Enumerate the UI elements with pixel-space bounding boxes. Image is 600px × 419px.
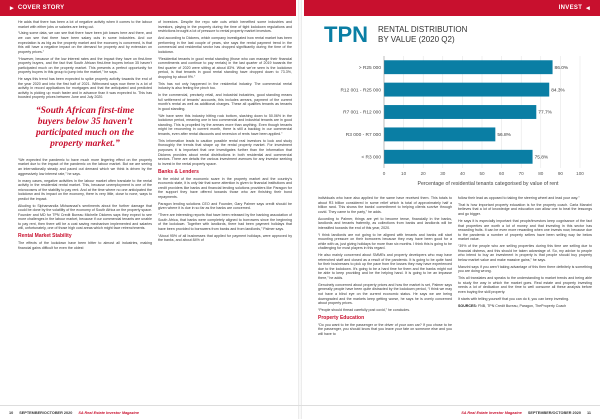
data-label: 77.7% bbox=[538, 110, 552, 116]
paragraph: “Using some data, we can see that there have been job losses here and there, and we can see that there have been salary cuts in some industries. And our expectation is as big as the property market and the economy is concerned, is that this will have a negative impact on the demand for property and by extension on property prices.” bbox=[18, 31, 152, 54]
bar bbox=[384, 60, 553, 74]
data-label: 56.8% bbox=[497, 133, 511, 139]
paragraph: In the commercial, precisely retail, and industrial industries, good standing means full settlement of tenants’ accounts, this includes arrears, payment of the current month’s rental as well as additional charges. These all qualifies tenants as tenants in good standing. bbox=[158, 93, 292, 111]
data-label: 86.0% bbox=[554, 65, 569, 71]
paragraph: According to Palmer, things are yet to become tense, financially in the banks, landlords and tenants fraternity, as collections from banks and landlords will be intensified towards the end of this year, 2020. bbox=[318, 216, 452, 230]
invest-banner bbox=[304, 0, 600, 16]
paragraph: In many cases, negative activities in the labour market often translate to the rental activity in the residential rental market. This, because unemployment is one of the microcosms of the stability to pay rent. And at the time where no one anticipated the lockdown and its impact on the economy, there is very little, close to none, ways to predict the impact. bbox=[18, 178, 152, 201]
paragraph: follow their lead as opposed to taking the steering wheel and lead your way.” bbox=[458, 196, 580, 200]
paragraph: of investors. Despite the repo rate cuts which benefited some industries and investors, playing in the property during the time of tight lockdown regulations and restrictions brought a lot of pressure to rental property market investors. bbox=[158, 20, 292, 34]
paragraph: “However, because of the low interest rates and the impact they have on first-time property buyers, and the fact that South African first-time buyers below 35 haven’t participated much on the property market. This presents a perfect opportunity for property buyers in this group to jump into the market,” he says. bbox=[18, 56, 152, 75]
footer-left bbox=[0, 405, 300, 419]
section-label-left: COVER STORY bbox=[17, 5, 65, 11]
paragraph: He says this trend has been expected to spike property activity towards the end of the year 2020 and into the first half of 2021. Withrowed says now there is a lot of activity in record applications for mortgages and that the anticipated and predicted activity is picking up much faster and in advance than it was expected to. This has boosted property prices between June and July 2020. bbox=[18, 77, 152, 100]
section-label-right: INVEST bbox=[558, 5, 583, 11]
paragraph: He says it is especially important that people/investors keep cognisance of the fact that properties are worth a lot of money and that investing in this sector has rewarding fruits. It can be even more rewarding when one invests now, because due to the pandemic a number of property sellers have been selling way far below market value. bbox=[458, 218, 592, 242]
paragraph: And according to Dickens, which company investigated how rental market has been performing in the last couple of years, she says the rental payment trend in the commercial and residential sector has dropped significantly during the time of the lockdown. bbox=[158, 36, 292, 54]
x-tick-label: 10 bbox=[401, 171, 407, 176]
x-tick-label: 90 bbox=[557, 171, 563, 176]
paragraph: “Do you want to be the passenger or the driver of your own car? If you chose to be the passenger, you should know that you leave your fate on someone else and you will have to bbox=[318, 322, 452, 337]
sources-text: FNB, TPN Credit Bureau, Paragon, TheProperty Coach bbox=[477, 303, 567, 308]
tpn-logo-text: TPN bbox=[324, 22, 368, 47]
x-tick-label: 0 bbox=[382, 171, 386, 176]
paragraph: “We expected the pandemic to have much more lingering effect on the property market due to the impact of the pandemic on the labour market. But we are seeing an internationally steady and paced out demand which we think is driven by the aggressively low interest rate,” he says. bbox=[18, 157, 152, 176]
chart-title-block bbox=[324, 22, 468, 47]
subheading-rental-market-stability: Rental Market Stability bbox=[18, 233, 72, 240]
x-tick-label: 80 bbox=[538, 171, 544, 176]
chevron-left-icon: ◂ bbox=[586, 5, 590, 12]
paragraph: individuals who have also applied for the same have received them. This totals to about R3 billion considered in some relief which is total of approximately half a billion rand. This shows the banks’ commitment to helping clients survive through covid. They came to the party,” he adds. bbox=[318, 196, 452, 214]
page-spine bbox=[298, 0, 302, 419]
paragraph: Paragon lending solutions CEO and Founder, Gary Palmer says credit should be given where it is due in so far as the banks are concerned. bbox=[158, 201, 292, 211]
chart-title-line-1: RENTAL DISTRIBUTION bbox=[378, 25, 468, 34]
paragraph: Genuinely concerned about property prices and how the market is set, Palmer says generally people have been quite distracted by the lockdown period, “I think we may not have a blind eye on the current economic status. He says we are being downgraded and the markets keep getting worse, he says he is overly concerned about property prices. bbox=[318, 282, 452, 306]
footer-right bbox=[300, 405, 600, 419]
rental-distribution-chart bbox=[318, 20, 592, 190]
magazine-name-left: SA Real Estate Investor Magazine bbox=[78, 410, 139, 415]
x-tick-label: 40 bbox=[459, 171, 465, 176]
subheading-property-education: Property Education bbox=[318, 314, 365, 321]
sources-label: SOURCES: bbox=[458, 303, 477, 308]
paragraph: “39% of the people who are selling properties during this time are selling due to financial distress, and this should be taken advantage of. So, my advice to people who intend to buy an investment in property is that people should buy property below market value and make massive gains,” he says. bbox=[458, 244, 592, 262]
paragraph: “I think landlords are not going to be aligned with tenants and banks will start mounting pressure on their borrowers because they may have been good for a while with us, just giving holidays for more than six months. I think this is going to be challenging for most players in this regard. bbox=[318, 232, 452, 251]
article-column-3 bbox=[318, 196, 452, 397]
pull-quote: “South African first-time buyers below 35 haven’t participated much on the property market.” bbox=[35, 105, 135, 149]
x-axis-label: Percentage of residential tenants categorised by value of rent bbox=[417, 181, 559, 187]
paragraph: “There are interesting reports that have been released by the banking association of South Africa, that banks were completely aligned to borrowers since the beginning of the lockdown. Together with landlords, there had been payment holidays that have been provided to borrowers from banks and from landlords,” Palmer says. bbox=[158, 213, 292, 231]
issue-date-left: SEPTEMBER/OCTOBER 2020 bbox=[19, 410, 73, 415]
issue-date-right: SEPTEMBER/OCTOBER 2020 bbox=[527, 410, 581, 415]
chart-title-line-2: BY VALUE (2020 Q2) bbox=[378, 35, 455, 44]
category-label: R12 001 - R25 000 bbox=[340, 88, 381, 94]
category-label: > R25 000 bbox=[358, 65, 381, 71]
paragraph: “People should thread carefully post covid,” he concludes. bbox=[318, 307, 411, 312]
bar bbox=[384, 105, 536, 119]
paragraph: That is how important property education is for the property coach. Carla Manzini believes that a lot of knowledge and education can allow one to beat the lessongs and go bigger. bbox=[458, 202, 592, 217]
x-tick-label: 30 bbox=[440, 171, 446, 176]
page-number-left: 10 bbox=[9, 410, 14, 415]
data-label: 75.8% bbox=[534, 155, 549, 161]
paragraph: This has not only happened in the residential industry. The commercial rental industry is also feeling the pinch too. bbox=[158, 81, 292, 91]
cover-story-banner bbox=[0, 0, 296, 16]
data-label: 84.3% bbox=[551, 88, 565, 94]
paragraph: Manzini says if you aren’t taking advantage of this then there definitely is something you are doing wrong. bbox=[458, 264, 592, 274]
sources-line bbox=[458, 304, 592, 309]
page-number-right: 11 bbox=[586, 410, 591, 415]
category-label: R7 001 - R12 000 bbox=[343, 110, 381, 116]
paragraph: This information leads to caution possible rental real investors to look and study thoroughly the trends that shape up the rental property market. For investment purposes it is important that one investigates further than the information that Dickens provides about rental distributions in both residential and commercial sectors. There are details the various investment avenues for any investor seeking to invest in the rental property space. bbox=[158, 138, 292, 166]
article-column-4 bbox=[458, 196, 592, 397]
bar bbox=[384, 150, 533, 164]
x-tick-label: 20 bbox=[420, 171, 426, 176]
x-tick-label: 100 bbox=[576, 171, 584, 176]
bar bbox=[384, 127, 495, 141]
subheading-banks-lenders: Banks & Lenders bbox=[158, 168, 199, 175]
paragraph: Alluding to Siphamandla Mkhwanazi’s sentiments about the further damage that could be done by the volatility of the economy of South Africa on the property space. Founder and MD for TPN Credit Bureau Michelle Dickens says they expect to see more challenges in the labour market, because if our commercial tenants are unable to pay rent, then there will be a cost saving mechanism implemented and salaries will, unfortunately, one of those high cost areas which might face retrenchments. bbox=[18, 203, 152, 231]
category-label: < R3 000 bbox=[361, 155, 381, 161]
paragraph: In the midst of the economic scare in the property market and the country’s economic state, it is only fair that some attention is given to financial institutions and credit providers like banks and financial lending solutions providers like Paragon for the support they have offered towards those who are finishing their bond repayments. bbox=[158, 176, 292, 199]
paragraph: “Residential tenants in good rental standing (those who can manage their financial commitments and continue to pay rentals) in the last quarter of 2019 towards the first quarter of 2020 were sitting at about 83%. What we’ve seen is the lockdown period, is that tenants in good rental standing have dropped down to 73.3%, dropping by about 9%.” bbox=[158, 56, 292, 79]
x-tick-label: 70 bbox=[518, 171, 524, 176]
paragraph: “About 95% of all businesses that applied for payment holidays, were approved by the banks, and about 84% of bbox=[158, 233, 292, 243]
paragraph: This all translates and speaks to the understanding to market trends and being able to study the way in which the market goes. Real estate and property investing needs a lot of dedication and the time to well consume all these analysis before even buying the skill property. bbox=[458, 276, 592, 294]
paragraph: The effects of the lockdown have been bitter to almost all industries, making financial gains difficult for even the oldest bbox=[18, 241, 152, 250]
article-column-1 bbox=[18, 20, 152, 397]
chevron-right-icon: ▸ bbox=[10, 5, 14, 12]
x-tick-label: 50 bbox=[479, 171, 485, 176]
article-column-2 bbox=[158, 20, 292, 397]
x-tick-label: 60 bbox=[499, 171, 505, 176]
bar bbox=[384, 83, 549, 97]
magazine-name-right: SA Real Estate Investor Magazine bbox=[461, 410, 522, 415]
chart-svg bbox=[318, 20, 592, 190]
paragraph: He also mainly concerned about SMMEs and property developers who may have retrenched staff and closed as a result of the pandemic. It is going to be quite hard for their businesses to pick up the pace from the losses they may have experienced due to the lockdown. It’s going to be a hard time for them and the banks might not be able to keep providing and be the helping hand. It is going to be an impasse there,” he adds. bbox=[318, 253, 452, 280]
category-label: R3 000 - R7 000 bbox=[345, 133, 381, 139]
chart-plot-area bbox=[340, 56, 584, 176]
paragraph: “We have seen this industry hitting rock bottom, slashing down to 50.06% in the lockdown period, meaning one in two commercial and industrial tenants are in good standing. This is propelled by the arrears more than anything. Even though tenants might be recovering in current month, there is still a backlog in our commercial tenants, even after rental discounts and reversion of rents have been applied.” bbox=[158, 113, 292, 136]
paragraph: It starts with telling yourself that you can do it, you can keep investing. bbox=[458, 296, 570, 301]
paragraph: He adds that there has been a lot of negative activity when it comes to the labour market with either jobs or salaries are being cut. bbox=[18, 20, 152, 29]
